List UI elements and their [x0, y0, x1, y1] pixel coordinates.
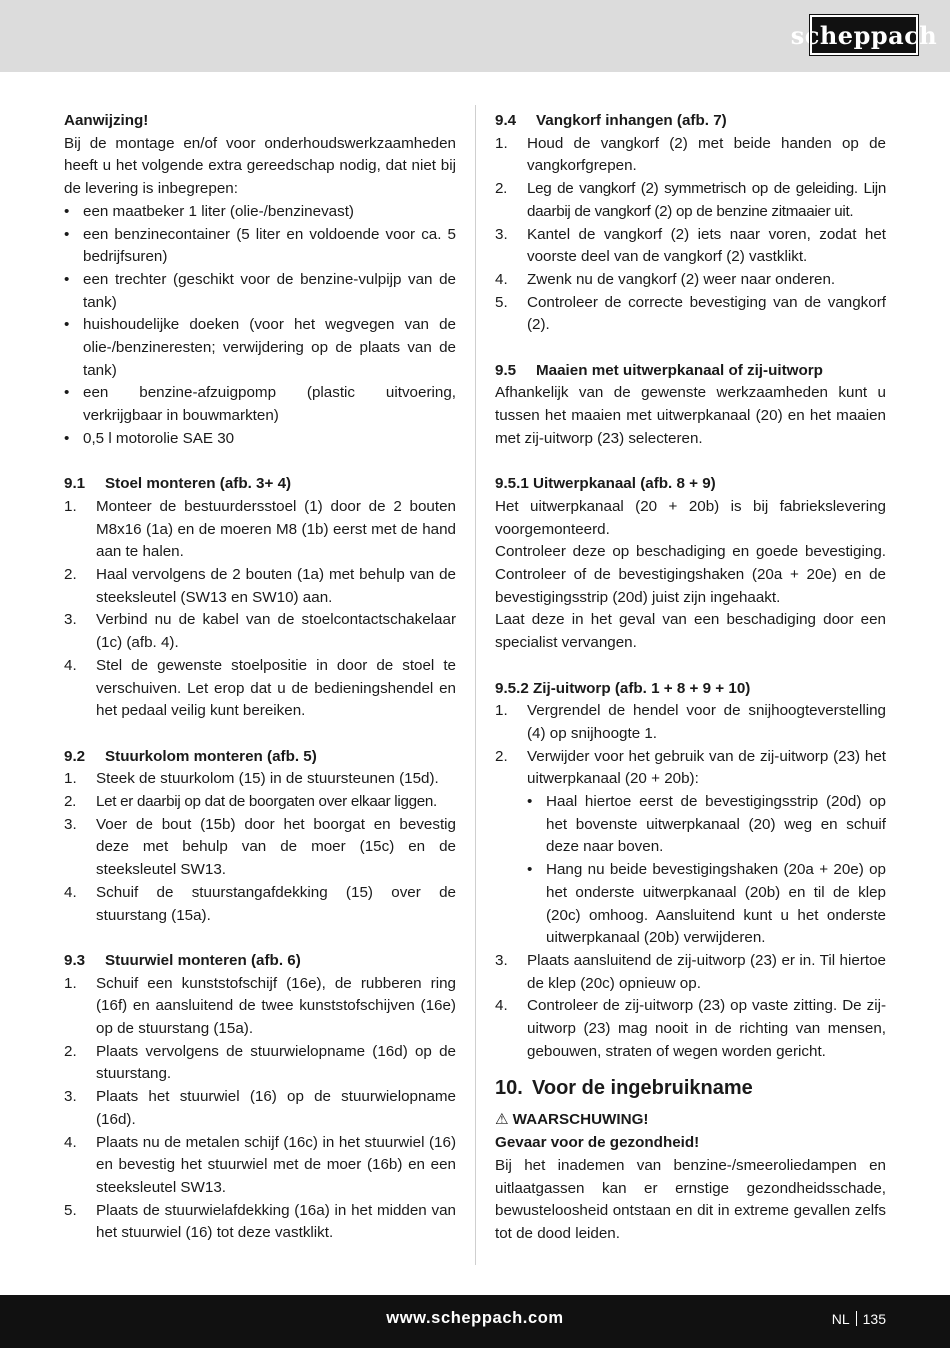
list-item: 3. Kantel de vangkorf (2) iets naar voren, zodat het voorste deel van de vangkorf (2) vastklikt.	[495, 225, 886, 266]
section-heading-9-5-1: 9.5.1 Uitwerpkanaal (afb. 8 + 9)	[495, 475, 716, 493]
warning-text: Bij het inademen van benzine-/smeeroliedampen en uitlaatgassen kan er ernstige gezondheidsschade, bewusteloosheid ontstaan en dit in extreme gevallen zelfs tot de dood leiden.	[495, 1156, 886, 1242]
list-item: • huishoudelijke doeken (voor het wegvegen van de olie-/benzineresten; verwijdering op de plaats van de tank)	[64, 316, 456, 379]
list-item: 4. Zwenk nu de vangkorf (2) weer naar onderen.	[495, 270, 836, 288]
warning-label: ⚠ WAARSCHUWING!	[495, 1109, 886, 1132]
steps-9-2	[64, 768, 456, 927]
list-item: 3. Plaats het stuurwiel (16) op de stuurwielopname (16d).	[64, 1088, 456, 1128]
scheppach-logo: scheppach	[810, 15, 918, 55]
steps-9-3	[64, 973, 456, 1245]
list-item: 4. Controleer de zij-uitworp (23) op vaste zitting. De zij-uitworp (23) mag nooit in de richting van mensen, gebouwen, straten of wegen worden gericht.	[495, 997, 886, 1060]
list-item: • een benzine-afzuigpomp (plastic uitvoering, verkrijgbaar in bouwmarkten)	[64, 384, 456, 425]
footer-band	[0, 1295, 950, 1348]
list-item: 2. Haal vervolgens de 2 bouten (1a) met behulp van de steeksleutel (SW13 en SW10) aan.	[64, 566, 456, 606]
list-item: 5. Controleer de correcte bevestiging van de vangkorf (2).	[495, 293, 886, 334]
list-item: 4. Schuif de stuurstangafdekking (15) over de stuurstang (15a).	[64, 883, 456, 924]
section-heading-9-5-2: 9.5.2 Zij-uitworp (afb. 1 + 8 + 9 + 10)	[495, 679, 751, 697]
note-title: Aanwijzing!	[64, 112, 149, 129]
list-item: 1. Vergrendel de hendel voor de snijhoogteverstelling (4) op snijhoogte 1.	[495, 702, 886, 742]
steps-9-4	[495, 133, 886, 337]
list-item: 1. Schuif een kunststofschijf (16e), de rubberen ring (16f) en aansluitend de twee kunststofschijven (16e) op de stuurstang (15a).	[64, 974, 456, 1038]
section-heading-9-4: 9.4 Vangkorf inhangen (afb. 7)	[495, 112, 727, 129]
chapter-heading: 10. Voor de ingebruikname	[495, 1077, 753, 1100]
paragraph: Laat deze in het geval van een beschadiging door een specialist vervangen.	[495, 611, 886, 652]
list-item: 2. Leg de vangkorf (2) symmetrisch op de geleiding. Lijn daarbij de vangkorf (2) op de benzine zitmaaier uit.	[495, 180, 886, 220]
paragraph: Controleer deze op beschadiging en goede bevestiging. Controleer of de bevestigingshaken (20a + 20e) en de bevestigingsstrip (20d) juist zijn ingehaakt.	[495, 543, 886, 606]
section-heading-9-3: 9.3 Stuurwiel monteren (afb. 6)	[64, 951, 301, 969]
section-heading-9-5: 9.5 Maaien met uitwerpkanaal of zij-uitworp	[495, 361, 823, 379]
list-item: • een maatbeker 1 liter (olie-/benzinevast)	[64, 202, 354, 220]
list-item: 3. Verbind nu de kabel van de stoelcontactschakelaar (1c) (afb. 4).	[64, 611, 456, 652]
list-item: 3. Plaats aansluitend de zij-uitworp (23) er in. Til hiertoe de klep (20c) opnieuw op.	[495, 951, 886, 992]
list-item: • een trechter (geschikt voor de benzine-vulpijp van de tank)	[64, 270, 456, 311]
list-item: • een benzinecontainer (5 liter en voldoende voor ca. 5 bedrijfsuren)	[64, 225, 456, 266]
list-item: 2. Verwijder voor het gebruik van de zij-uitworp (23) het uitwerpkanaal (20 + 20b): • Haal hiertoe eerst de bevestigingsstrip (20d) op het bovenste uitwerpkanaal (20) weg en schuif deze naar boven. • Hang nu beide bevestigingshaken (20a + 20e) op het onderste uitwerpkanaal (20b) en til de klep (20c) omhoog. Aansluitend kunt u het onderste uitwerpkanaal (20b) verwijderen.	[495, 746, 886, 950]
list-item: • 0,5 l motorolie SAE 30	[64, 429, 235, 447]
steps-9-5-2	[495, 700, 886, 1063]
list-item: • Haal hiertoe eerst de bevestigingsstrip (20d) op het bovenste uitwerpkanaal (20) weg en schuif deze naar boven.	[527, 793, 886, 856]
warning-triangle-icon: ⚠	[495, 1111, 509, 1129]
section-text-9-5: Afhankelijk van de gewenste werkzaamheden kunt u tussen het maaien met uitwerpkanaal (20) en het maaien met zij-uitworp (23) selecteren.	[495, 384, 886, 447]
sub-list	[527, 791, 886, 950]
paragraph: Het uitwerpkanaal (20 + 20b) is bij fabriekslevering voorgemonteerd.	[495, 497, 886, 538]
note-text: Bij de montage en/of voor onderhoudswerkzaamheden heeft u het volgende extra gereedschap nodig, dat niet bij de levering is inbegrepen:	[64, 134, 456, 198]
page-number: NL 135	[831, 1311, 886, 1327]
right-column	[495, 110, 886, 1246]
column-divider	[475, 105, 476, 1265]
list-item: 1. Monteer de bestuurdersstoel (1) door de 2 bouten M8x16 (1a) en de moeren M8 (1b) eerst met de hand aan te halen.	[64, 497, 456, 561]
list-item: 1. Houd de vangkorf (2) met beide handen op de vangkorfgrepen.	[495, 134, 886, 175]
tools-list	[64, 201, 456, 451]
list-item: • Hang nu beide bevestigingshaken (20a + 20e) op het onderste uitwerpkanaal (20b) en til de klep (20c) omhoog. Aansluitend kunt u het onderste uitwerpkanaal (20b) verwijderen.	[527, 861, 886, 947]
list-item: 3. Voer de bout (15b) door het boorgat en bevestig deze met behulp van de moer (15c) en de steeksleutel SW13.	[64, 815, 456, 879]
list-item: 4. Plaats nu de metalen schijf (16c) in het stuurwiel (16) en bevestig het stuurwiel met de moer (16b) en een steeksleutel SW13.	[64, 1133, 456, 1196]
list-item: 5. Plaats de stuurwielafdekking (16a) in het midden van het stuurwiel (16) tot deze vastklikt.	[64, 1201, 456, 1242]
left-column	[64, 110, 456, 1245]
list-item: 2. Plaats vervolgens de stuurwielopname (16d) op de stuurstang.	[64, 1042, 456, 1083]
list-item: 4. Stel de gewenste stoelpositie in door de stoel te verschuiven. Let erop dat u de bedieningshendel en het pedaal veilig kunt bereiken.	[64, 656, 456, 720]
warning-subtitle: Gevaar voor de gezondheid!	[495, 1134, 700, 1152]
section-heading-9-1: 9.1 Stoel monteren (afb. 3+ 4)	[64, 475, 292, 493]
steps-9-1	[64, 496, 456, 723]
separator	[856, 1311, 857, 1326]
list-item: 2. Let er daarbij op dat de boorgaten over elkaar liggen.	[64, 793, 437, 811]
footer-url: www.scheppach.com	[386, 1309, 564, 1327]
section-heading-9-2: 9.2 Stuurkolom monteren (afb. 5)	[64, 747, 317, 765]
list-item: 1. Steek de stuurkolom (15) in de stuursteunen (15d).	[64, 770, 439, 788]
